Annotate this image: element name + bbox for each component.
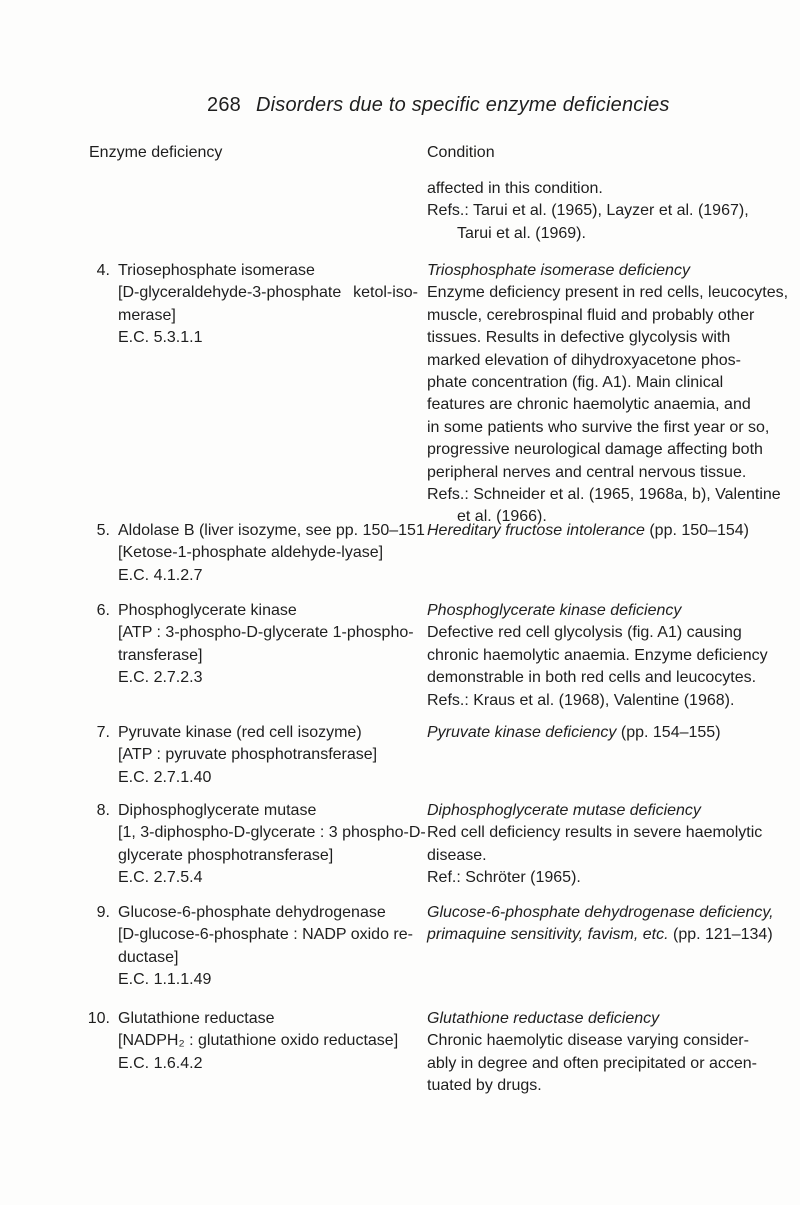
condition-line: Refs.: Kraus et al. (1968), Valentine (1968). — [427, 691, 735, 709]
enzyme-line: Glucose-6-phosphate dehydrogenase — [118, 904, 386, 921]
continuation-line: Tarui et al. (1969). — [457, 224, 586, 242]
enzyme-line: merase] — [118, 306, 176, 324]
condition-entry-5 — [427, 520, 773, 542]
column-heading-condition: Condition — [427, 144, 495, 161]
condition-entry-9 — [427, 902, 773, 947]
enzyme-entry-8 — [118, 800, 426, 890]
condition-line: disease. — [427, 846, 487, 864]
column-heading-enzyme: Enzyme deficiency — [89, 144, 223, 161]
condition-line: Red cell deficiency results in severe haemolytic — [427, 824, 763, 842]
condition-entry-8 — [427, 800, 773, 890]
condition-line: Enzyme deficiency present in red cells, leucocytes, — [427, 284, 789, 302]
condition-title-line — [427, 520, 773, 542]
enzyme-ec-number: E.C. 2.7.2.3 — [118, 669, 203, 687]
condition-title: Glutathione reductase deficiency — [427, 1010, 660, 1027]
enzyme-line: ketol-iso- — [353, 284, 418, 302]
enzyme-line: transferase] — [118, 646, 203, 664]
entry-number: 4. — [96, 262, 110, 279]
condition-line: progressive neurological damage affecting both — [427, 441, 763, 459]
condition-title: Phosphoglycerate kinase deficiency — [427, 602, 682, 619]
condition-line: in some patients who survive the first year or so, — [427, 418, 770, 436]
enzyme-line: Aldolase B (liver isozyme, see pp. 150–151 — [118, 522, 425, 539]
enzyme-line: Phosphoglycerate kinase — [118, 602, 297, 619]
enzyme-line: [ATP : pyruvate phosphotransferase] — [118, 746, 378, 764]
enzyme-entry-4 — [118, 260, 418, 350]
condition-page-ref: (pp. 154–155) — [616, 724, 721, 741]
enzyme-line: [NADPH₂ : glutathione oxido reductase] — [118, 1032, 399, 1050]
condition-title-continued: primaquine sensitivity, favism, etc. — [427, 926, 669, 944]
condition-line: chronic haemolytic anaemia. Enzyme deficiency — [427, 646, 768, 664]
continuation-line: affected in this condition. — [427, 180, 603, 197]
condition-title: Pyruvate kinase deficiency — [427, 724, 617, 741]
condition-line: Defective red cell glycolysis (fig. A1) causing — [427, 624, 742, 642]
enzyme-line: Pyruvate kinase (red cell isozyme) — [118, 724, 362, 741]
condition-line: Chronic haemolytic disease varying consider- — [427, 1032, 749, 1050]
enzyme-ec-number: E.C. 1.1.1.49 — [118, 971, 212, 989]
condition-line: peripheral nerves and central nervous tissue. — [427, 463, 747, 481]
entry-number: 9. — [96, 904, 110, 921]
condition-line: muscle, cerebrospinal fluid and probably other — [427, 306, 755, 324]
enzyme-entry-9 — [118, 902, 418, 992]
enzyme-line: ductase] — [118, 948, 179, 966]
condition-entry-10 — [427, 1008, 773, 1098]
condition-entry-7 — [427, 722, 773, 744]
entry-number: 7. — [96, 724, 110, 741]
enzyme-line: Diphosphoglycerate mutase — [118, 802, 317, 819]
condition-entry-4 — [427, 260, 789, 529]
enzyme-ec-number: E.C. 2.7.5.4 — [118, 869, 203, 887]
condition-title-line — [427, 722, 773, 744]
running-title: Disorders due to specific enzyme deficiencies — [256, 94, 670, 116]
condition-line: marked elevation of dihydroxyacetone phos- — [427, 351, 741, 369]
entry-number: 6. — [96, 602, 110, 619]
enzyme-line: [1, 3-diphospho-D-glycerate : 3 phospho-D- — [118, 824, 426, 842]
condition-title: Diphosphoglycerate mutase deficiency — [427, 802, 701, 819]
enzyme-line: Glutathione reductase — [118, 1010, 275, 1027]
page-header — [0, 94, 800, 124]
enzyme-entry-5 — [118, 520, 425, 587]
condition-page-ref: (pp. 121–134) — [668, 926, 773, 944]
enzyme-ec-number: E.C. 2.7.1.40 — [118, 768, 212, 786]
condition-title: Triosphosphate isomerase deficiency — [427, 262, 690, 279]
entry-number: 8. — [96, 802, 110, 819]
condition-line: et al. (1966). — [457, 508, 547, 526]
enzyme-line: [Ketose-1-phosphate aldehyde-lyase] — [118, 544, 384, 562]
condition-title: Glucose-6-phosphate dehydrogenase deficiency, — [427, 904, 774, 921]
enzyme-line: [D-glucose-6-phosphate : NADP oxido re- — [118, 926, 413, 944]
enzyme-entry-6 — [118, 600, 418, 690]
condition-entry-6 — [427, 600, 773, 712]
condition-line: features are chronic haemolytic anaemia, and — [427, 396, 751, 414]
condition-title: Hereditary fructose intolerance — [427, 522, 645, 539]
condition-line: Refs.: Schneider et al. (1965, 1968a, b), Valentine — [427, 486, 781, 504]
condition-line: tuated by drugs. — [427, 1077, 542, 1095]
enzyme-ec-number: E.C. 1.6.4.2 — [118, 1054, 203, 1072]
page-number: 268 — [207, 94, 241, 116]
enzyme-entry-10 — [118, 1008, 418, 1075]
entry-number: 5. — [96, 522, 110, 539]
condition-line: tissues. Results in defective glycolysis with — [427, 329, 731, 347]
condition-line: ably in degree and often precipitated or accen- — [427, 1054, 757, 1072]
enzyme-ec-number: E.C. 5.3.1.1 — [118, 329, 203, 347]
enzyme-line: Triosephosphate isomerase — [118, 262, 315, 279]
enzyme-line-split — [118, 282, 418, 304]
enzyme-line: [ATP : 3-phospho-D-glycerate 1-phospho- — [118, 624, 414, 642]
condition-line: demonstrable in both red cells and leucocytes. — [427, 669, 757, 687]
continuation-text — [427, 178, 773, 245]
condition-line: phate concentration (fig. A1). Main clinical — [427, 374, 724, 392]
enzyme-ec-number: E.C. 4.1.2.7 — [118, 566, 203, 584]
enzyme-line: [D-glyceraldehyde-3-phosphate — [118, 284, 342, 302]
enzyme-entry-7 — [118, 722, 418, 789]
entry-number: 10. — [87, 1010, 110, 1027]
continuation-line: Refs.: Tarui et al. (1965), Layzer et al. (1967), — [427, 202, 749, 220]
condition-title-line — [427, 924, 773, 946]
condition-page-ref: (pp. 150–154) — [644, 522, 749, 539]
enzyme-line: glycerate phosphotransferase] — [118, 846, 334, 864]
condition-line: Ref.: Schröter (1965). — [427, 869, 581, 887]
